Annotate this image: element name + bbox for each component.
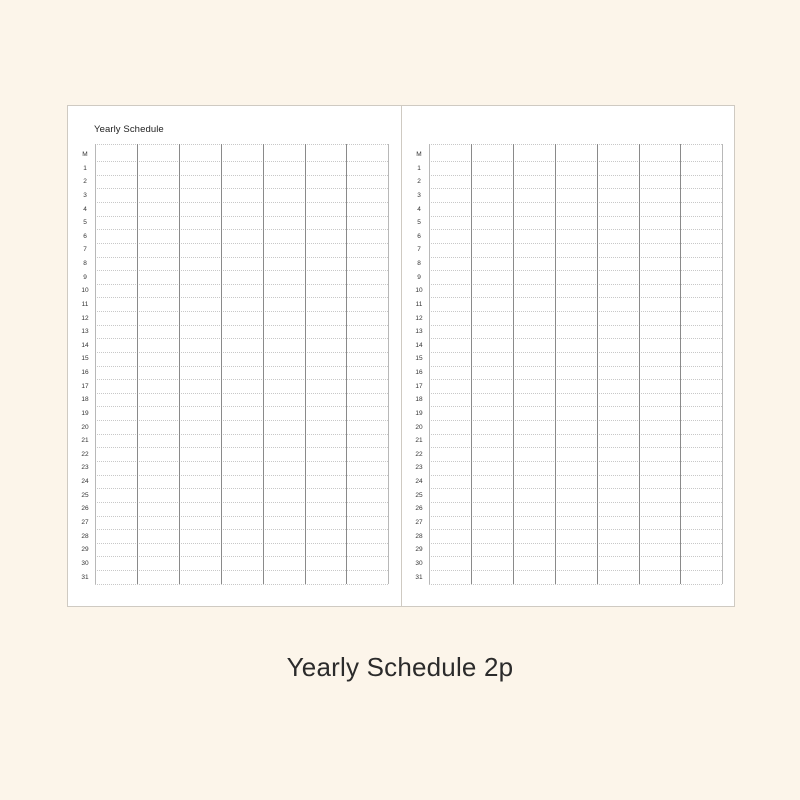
day-label: 26 — [415, 505, 423, 513]
month-column-rule — [429, 144, 430, 584]
day-label: 6 — [417, 232, 421, 240]
day-label: 25 — [415, 491, 423, 499]
row-rule — [429, 447, 722, 448]
day-label: 22 — [415, 450, 423, 458]
day-label: 21 — [81, 437, 89, 445]
day-label: 7 — [83, 246, 87, 254]
row-rule — [429, 257, 722, 258]
row-rule — [429, 570, 722, 571]
day-label: 7 — [417, 246, 421, 254]
day-label: 24 — [81, 478, 89, 486]
row-rule — [95, 584, 388, 585]
day-label: 20 — [81, 423, 89, 431]
day-label: 27 — [81, 519, 89, 526]
day-label: 1 — [83, 164, 87, 172]
row-rule — [95, 379, 388, 380]
row-rule — [429, 543, 722, 544]
row-rule — [95, 352, 388, 353]
day-label: 11 — [81, 300, 89, 308]
day-label: 2 — [83, 178, 87, 186]
row-rule — [429, 311, 722, 312]
row-rule — [95, 202, 388, 203]
day-label: 23 — [415, 464, 423, 472]
row-rule — [429, 475, 722, 476]
row-rule — [95, 257, 388, 258]
row-rule — [429, 284, 722, 285]
row-rule — [429, 461, 722, 462]
row-rule — [95, 188, 388, 189]
row-rule — [429, 297, 722, 298]
row-rule — [95, 175, 388, 176]
row-rule — [95, 284, 388, 285]
day-label: 20 — [415, 423, 423, 431]
day-label: 29 — [81, 546, 89, 554]
row-rule — [429, 529, 722, 530]
month-column-rule — [305, 144, 306, 584]
row-rule — [95, 502, 388, 503]
month-column-rule — [388, 144, 389, 584]
month-column-rule — [263, 144, 264, 584]
row-rule — [429, 144, 722, 145]
row-rule — [95, 144, 388, 145]
row-rule — [429, 406, 722, 407]
row-rule — [429, 556, 722, 557]
left-page — [68, 106, 401, 606]
month-column-rule — [513, 144, 514, 584]
month-header-label: M — [416, 151, 422, 158]
day-label: 15 — [81, 355, 89, 363]
row-rule — [95, 297, 388, 298]
row-rule — [95, 270, 388, 271]
day-label: 18 — [415, 396, 423, 404]
row-rule — [429, 393, 722, 394]
row-rule — [95, 447, 388, 448]
row-rule — [95, 434, 388, 435]
month-column-rule — [346, 144, 347, 584]
month-column-rule — [137, 144, 138, 584]
day-label: 29 — [415, 546, 423, 554]
day-label: 15 — [415, 355, 423, 363]
day-label: 19 — [415, 409, 423, 417]
row-rule — [429, 379, 722, 380]
day-label: 8 — [83, 260, 87, 268]
day-label: 17 — [81, 382, 89, 390]
row-rule — [429, 188, 722, 189]
day-label: 25 — [81, 491, 89, 499]
day-label: 31 — [415, 573, 423, 581]
row-rule — [429, 243, 722, 244]
row-rule — [429, 229, 722, 230]
month-column-rule — [179, 144, 180, 584]
day-label: 10 — [81, 287, 89, 295]
day-label: 24 — [415, 478, 423, 486]
page-title: Yearly Schedule — [94, 124, 164, 135]
day-label: 2 — [417, 178, 421, 186]
product-caption: Yearly Schedule 2p — [286, 652, 514, 682]
month-column-rule — [471, 144, 472, 584]
row-rule — [429, 216, 722, 217]
day-label: 8 — [417, 260, 421, 268]
day-label: 5 — [417, 219, 421, 227]
right-page — [402, 106, 735, 606]
day-label: 23 — [81, 464, 89, 472]
month-column-rule — [95, 144, 96, 584]
yearly-schedule-grid-right — [402, 106, 735, 606]
row-rule — [95, 229, 388, 230]
yearly-schedule-grid-left — [68, 106, 401, 606]
row-rule — [95, 516, 388, 517]
row-rule — [429, 434, 722, 435]
day-label: 21 — [415, 437, 423, 445]
month-column-rule — [555, 144, 556, 584]
day-label: 4 — [83, 205, 87, 213]
day-label: 3 — [83, 191, 87, 199]
row-rule — [95, 406, 388, 407]
day-label: 28 — [81, 532, 89, 540]
day-label: 30 — [81, 559, 89, 567]
day-label: 26 — [81, 505, 89, 513]
row-rule — [429, 420, 722, 421]
month-column-rule — [639, 144, 640, 584]
day-label: 12 — [415, 314, 423, 322]
row-rule — [429, 202, 722, 203]
day-label: 10 — [415, 287, 423, 295]
row-rule — [429, 270, 722, 271]
row-rule — [429, 338, 722, 339]
row-rule — [429, 175, 722, 176]
row-rule — [429, 502, 722, 503]
row-rule — [429, 366, 722, 367]
day-label: 9 — [83, 273, 87, 281]
row-rule — [95, 475, 388, 476]
day-label: 14 — [415, 341, 423, 349]
day-label: 13 — [415, 328, 423, 336]
row-rule — [95, 338, 388, 339]
row-rule — [95, 488, 388, 489]
day-label: 19 — [81, 409, 89, 417]
day-label: 3 — [417, 191, 421, 199]
row-rule — [429, 516, 722, 517]
day-label: 18 — [81, 396, 89, 404]
day-label: 11 — [415, 300, 423, 308]
day-label: 16 — [415, 369, 423, 377]
row-rule — [429, 352, 722, 353]
day-label: 12 — [81, 314, 89, 322]
day-label: 30 — [415, 559, 423, 567]
row-rule — [95, 461, 388, 462]
row-rule — [95, 570, 388, 571]
month-header-label: M — [82, 151, 88, 158]
row-rule — [95, 216, 388, 217]
day-label: 16 — [81, 369, 89, 377]
day-label: 17 — [415, 382, 423, 390]
day-label: 9 — [417, 273, 421, 281]
day-label: 31 — [81, 573, 89, 581]
row-rule — [95, 543, 388, 544]
row-rule — [429, 325, 722, 326]
month-column-rule — [597, 144, 598, 584]
day-label: 28 — [415, 532, 423, 540]
row-rule — [95, 366, 388, 367]
day-label: 5 — [83, 219, 87, 227]
page-gutter — [401, 105, 402, 607]
row-rule — [429, 584, 722, 585]
day-label: 13 — [81, 328, 89, 336]
month-column-rule — [722, 144, 723, 584]
row-rule — [95, 420, 388, 421]
day-label: 27 — [415, 519, 423, 526]
row-rule — [95, 311, 388, 312]
month-column-rule — [221, 144, 222, 584]
row-rule — [429, 488, 722, 489]
day-label: 1 — [417, 164, 421, 172]
month-column-rule — [680, 144, 681, 584]
day-label: 14 — [81, 341, 89, 349]
row-rule — [95, 325, 388, 326]
row-rule — [95, 556, 388, 557]
row-rule — [95, 529, 388, 530]
day-label: 4 — [417, 205, 421, 213]
row-rule — [429, 161, 722, 162]
row-rule — [95, 393, 388, 394]
day-label: 22 — [81, 450, 89, 458]
day-label: 6 — [83, 232, 87, 240]
row-rule — [95, 243, 388, 244]
row-rule — [95, 161, 388, 162]
